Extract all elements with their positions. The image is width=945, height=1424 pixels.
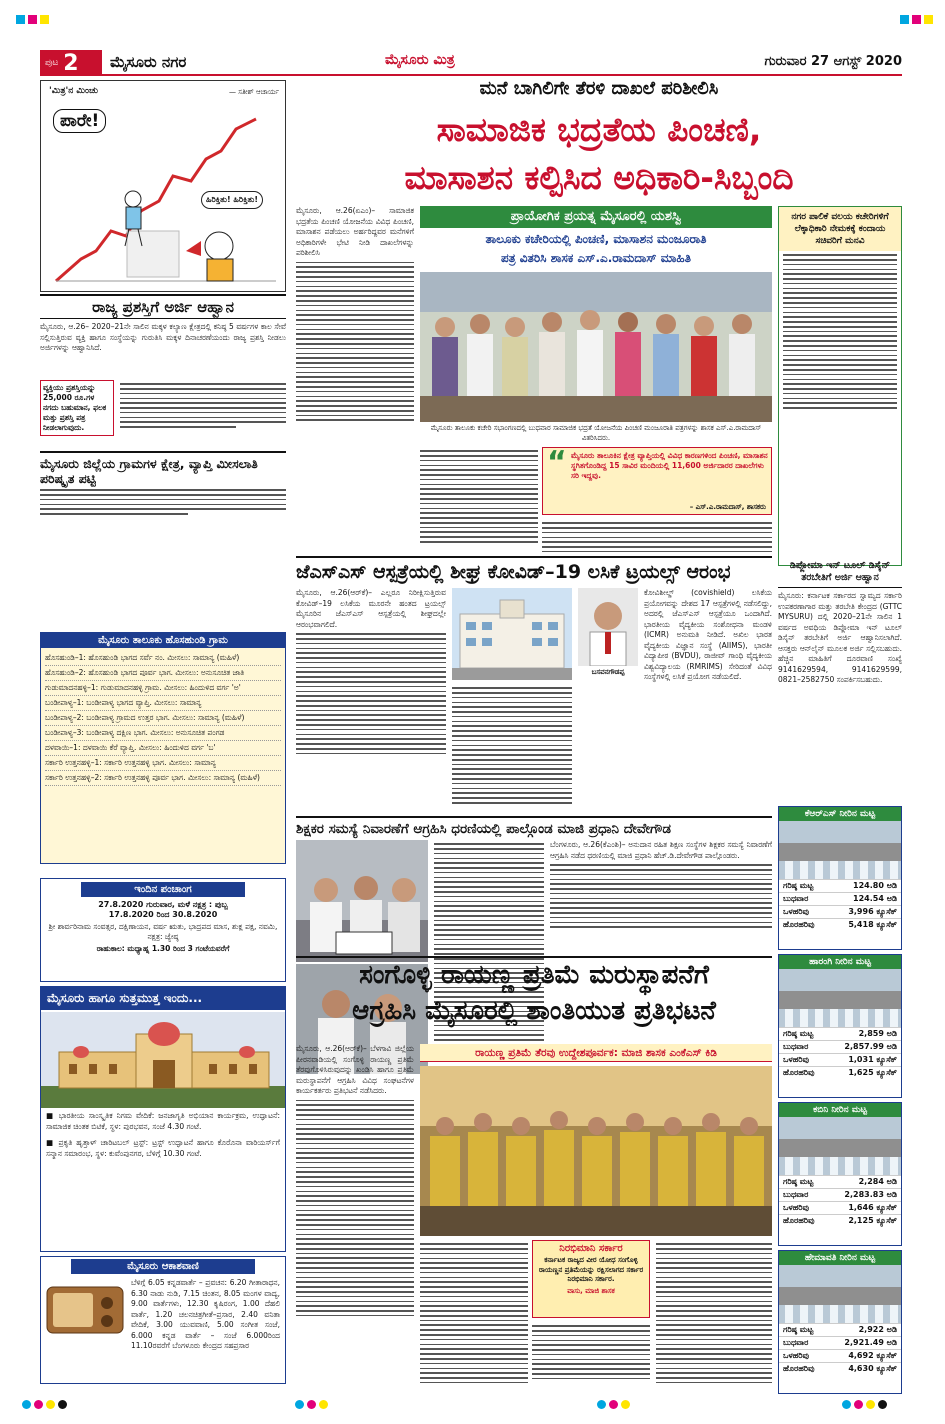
devegowda-dateline: ಬೆಂಗಳೂರು, ಆ.26(ಕೆಎಂಶಿ)– ಅನುದಾನ ರಹಿತ ಶಿಕ್ಷಣ ಸಂಸ್ಥೆಗಳ ಶಿಕ್ಷಕರ ಸಮಸ್ಯೆ ನಿವಾರಣೆಗೆ ಆಗ್ರಹಿಸಿ ನಡೆದ ಧರಣಿಯಲ್ಲಿ ಮಾಜಿ ಪ್ರಧಾನಿ ಹೆಚ್.ಡಿ.ದೇವೇಗೌಡ ಪಾಲ್ಗೊಂಡರು. bbox=[550, 840, 772, 860]
gram-intro bbox=[40, 489, 286, 515]
lead-sub-line-1: ತಾಲೂಕು ಕಚೇರಿಯಲ್ಲಿ ಪಿಂಚಣಿ, ಮಾಸಾಶನ ಮಂಜೂರಾತಿ bbox=[485, 232, 707, 246]
cartoon bbox=[40, 80, 286, 292]
radio-icon bbox=[45, 1281, 125, 1336]
panchang-line4: ರಾಹುಕಾಲ: ಮಧ್ಯಾಹ್ನ 1.30 ರಿಂದ 3 ಗಂಟೆಯವರೆಗೆ bbox=[96, 944, 230, 953]
lead-quote-author: – ಎಸ್.ಎ.ರಾಮದಾಸ್, ಶಾಸಕರು bbox=[689, 503, 766, 511]
covid-col-1 bbox=[296, 588, 446, 813]
reservoir-row bbox=[779, 1336, 901, 1349]
reservoir-row bbox=[779, 892, 901, 905]
lead-headline-2: ಮಾಸಾಶನ ಕಲ್ಪಿಸಿದ ಅಧಿಕಾರಿ-ಸಿಬ್ಬಂದಿ bbox=[404, 158, 794, 197]
lead-quote-box bbox=[542, 447, 772, 515]
reservoir-title: ಹಾರಂಗಿ ನೀರಿನ ಮಟ್ಟ bbox=[779, 955, 901, 969]
lead-sub-banner: ಪ್ರಾಯೋಗಿಕ ಪ್ರಯತ್ನ ಮೈಸೂರಲ್ಲಿ ಯಶಸ್ವಿ bbox=[420, 206, 772, 228]
rayanna-col-2 bbox=[420, 1240, 528, 1384]
rayanna-sub: ರಾಯಣ್ಣ ಪ್ರತಿಮೆ ತೆರವು ಉದ್ದೇಶಪೂರ್ವಕ: ಮಾಜಿ ಶಾಸಕ ಎಂಕೆಎಸ್ ಕಿಡಿ bbox=[420, 1044, 772, 1062]
covid-col-3 bbox=[644, 588, 772, 813]
reservoir-row-label: ಗರಿಷ್ಠ ಮಟ್ಟ bbox=[783, 1029, 814, 1038]
reservoir-row-value: 2,857.99 ಅಡಿ bbox=[844, 1042, 897, 1051]
panchang-line2: 17.8.2020 ರಿಂದ 30.8.2020 bbox=[108, 910, 218, 919]
paper-name: ಮೈಸೂರು ಮಿತ್ರ bbox=[385, 52, 455, 68]
gram-box-title: ಮೈಸೂರು ತಾಲೂಕು ಹೊಸಹುಂಡಿ ಗ್ರಾಮ bbox=[41, 633, 285, 648]
reservoir-row-label: ಒಳಹರಿವು bbox=[783, 1203, 810, 1212]
reservoir-row-label: ಬುಧವಾರ bbox=[783, 894, 809, 903]
reservoir-row-value: 1,031 ಕ್ಯೂಸೆಕ್ bbox=[848, 1055, 897, 1064]
gram-box bbox=[40, 632, 286, 864]
rayanna-box-author: ವಾಸು, ಮಾಜಿ ಶಾಸಕ bbox=[567, 1286, 615, 1295]
rajya-lead: ಮೈಸೂರು, ಆ.26– 2020–21ನೇ ಸಾಲಿನ ಮಕ್ಕಳ ಕಲ್ಯಾಣ ಕ್ಷೇತ್ರದಲ್ಲಿ ಕನಿಷ್ಠ 5 ವರ್ಷಗಳ ಕಾಲ ಸೇವೆ ಸಲ್ಲಿಸುತ್ತಿರುವ ವ್ಯಕ್ತಿ ಹಾಗೂ ಸಂಸ್ಥೆಯನ್ನು ಗುರುತಿಸಿ ಮಕ್ಕಳ ದಿನಾಚರಣೆಯಂದು ರಾಜ್ಯ ಪ್ರಶಸ್ತಿ ನೀಡಲು ಅರ್ಜಿಗಳನ್ನು ಆಹ್ವಾನಿಸಿದೆ. bbox=[40, 322, 286, 352]
reservoir-row-label: ಬುಧವಾರ bbox=[783, 1042, 809, 1051]
reservoir-row-value: 4,630 ಕ್ಯೂಸೆಕ್ bbox=[848, 1364, 897, 1373]
lead-sub-line-2: ಪತ್ರ ವಿತರಿಸಿ ಶಾಸಕ ಎಸ್.ಎ.ರಾಮದಾಸ್ ಮಾಹಿತಿ bbox=[501, 251, 691, 265]
cartoon-speech-bubble: ಹಿರಿಕ್ತಿತು! ಹಿರಿಕ್ತಿತು! bbox=[201, 191, 263, 209]
lead-col-2 bbox=[420, 447, 538, 547]
devegowda-photo bbox=[296, 840, 428, 962]
cartoon-title: 'ಮಿತ್ರ'ನ ಮಿಂಚು bbox=[49, 86, 99, 96]
reservoir-row bbox=[779, 1053, 901, 1066]
reservoir-box bbox=[778, 1102, 902, 1246]
covid-text: ಕೋವಿಶೀಲ್ಡ್ (covishield) ಲಸಿಕೆಯ ಪ್ರಯೋಗವನ್ನು ದೇಶದ 17 ಆಸ್ಪತ್ರೆಗಳಲ್ಲಿ ನಡೆಸಲಿದ್ದು, ಅದರಲ್ಲಿ ಜೆಎಸ್‌ಎಸ್ ಆಸ್ಪತ್ರೆಯೂ ಒಂದಾಗಿದೆ. ಭಾರತೀಯ ವೈದ್ಯಕೀಯ ಸಂಶೋಧನಾ ಮಂಡಳಿ (ICMR) ಅನುಮತಿ ನೀಡಿದೆ. ಅಖಿಲ ಭಾರತ ವೈದ್ಯಕೀಯ ವಿಜ್ಞಾನ ಸಂಸ್ಥೆ (AIIMS), ಭಾರತೀ ವಿದ್ಯಾಪೀಠ (BVDU), ರಾಜೀವ್ ಗಾಂಧಿ ವೈದ್ಯಕೀಯ ವಿಶ್ವವಿದ್ಯಾಲಯ (RMRIMS) ಸೇರಿದಂತೆ ವಿವಿಧ ಸಂಸ್ಥೆಗಳಲ್ಲಿ ಲಸಿಕೆ ಪ್ರಯೋಗ ನಡೆಯಲಿದೆ. bbox=[644, 588, 772, 681]
reservoir-row-label: ಹೊರಹರಿವು bbox=[783, 1364, 815, 1373]
diploma-text: ಮೈಸೂರು: ಕರ್ನಾಟಕ ಸರ್ಕಾರದ ಸ್ವಾಮ್ಯದ ಸರ್ಕಾರಿ ಉಪಕರಣಾಗಾರ ಮತ್ತು ತರಬೇತಿ ಕೇಂದ್ರದ (GTTC MYSURU) ದಲ್ಲಿ 2020–21ನೇ ಸಾಲಿನ 1 ವರ್ಷದ ಅವಧಿಯ ಡಿಪ್ಲೋಮಾ ಇನ್ ಟೂಲ್ ಡಿಸೈನ್ ತರಬೇತಿಗೆ ಅರ್ಜಿ ಆಹ್ವಾನಿಸಲಾಗಿದೆ. ಆಸಕ್ತರು ಆನ್‌ಲೈನ್ ಮೂಲಕ ಅರ್ಜಿ ಸಲ್ಲಿಸಬಹುದು. ಹೆಚ್ಚಿನ ಮಾಹಿತಿಗೆ ದೂರವಾಣಿ ಸಂಖ್ಯೆ 9141629594, 9141629599, 0821–2582750 ಸಂಪರ್ಕಿಸಬಹುದು. bbox=[778, 591, 902, 684]
diploma-box bbox=[778, 560, 902, 802]
reservoir-row-label: ಗರಿಷ್ಠ ಮಟ್ಟ bbox=[783, 1325, 814, 1334]
rayanna-col-3 bbox=[532, 1322, 650, 1384]
rayanna-col-4 bbox=[656, 1240, 772, 1384]
reservoir-row-value: 124.54 ಅಡಿ bbox=[853, 894, 897, 903]
lead-col-1 bbox=[296, 206, 414, 566]
gram-list bbox=[41, 648, 285, 789]
rayanna-box bbox=[532, 1240, 650, 1318]
rayanna-col-1 bbox=[296, 1044, 414, 1384]
reservoir-row bbox=[779, 1214, 901, 1227]
reservoir-row bbox=[779, 1040, 901, 1053]
lead-col-3 bbox=[542, 519, 772, 559]
reservoir-row-label: ಒಳಹರಿವು bbox=[783, 907, 810, 916]
covid-col-2 bbox=[452, 684, 572, 814]
jss-hospital-photo bbox=[452, 588, 572, 680]
reservoir-row bbox=[779, 1175, 901, 1188]
reservoir-row-value: 1,625 ಕ್ಯೂಸೆಕ್ bbox=[848, 1068, 897, 1077]
rayanna-dateline: ಮೈಸೂರು, ಆ.26(ಆರ್‌ಕೆ)– ಬೆಳಗಾವಿ ಜಿಲ್ಲೆಯ ಪೀರನವಾಡಿಯಲ್ಲಿ ಸಂಗೊಳ್ಳಿ ರಾಯಣ್ಣ ಪ್ರತಿಮೆ ತೆರವುಗೊಳಿಸಿರುವುದನ್ನು ಖಂಡಿಸಿ ಹಾಗೂ ಪ್ರತಿಮೆ ಮರುಸ್ಥಾಪನೆಗೆ ಆಗ್ರಹಿಸಿ ವಿವಿಧ ಸಂಘಟನೆಗಳ ಕಾರ್ಯಕರ್ತರು ಪ್ರತಿಭಟನೆ ನಡೆಸಿದರು. bbox=[296, 1044, 414, 1095]
reservoir-title: ಹೇಮಾವತಿ ನೀರಿನ ಮಟ್ಟ bbox=[779, 1251, 901, 1265]
rajya-article bbox=[40, 294, 286, 448]
reservoir-row bbox=[779, 1027, 901, 1040]
rayanna-headline-1: ಸಂಗೊಳ್ಳಿ ರಾಯಣ್ಣ ಪ್ರತಿಮೆ ಮರುಸ್ಥಾಪನೆಗೆ bbox=[296, 956, 772, 991]
side-box-title: ನಗರ ಪಾಲಿಕೆ ವಲಯ ಕಚೇರಿಗಳಿಗೆ ಲೆಕ್ಕಾಧಿಕಾರಿ ನೇಮಕಕ್ಕೆ ಕಂದಾಯ ಸಚಿವರಿಗೆ ಮನವಿ bbox=[779, 207, 901, 251]
reservoir-row bbox=[779, 1362, 901, 1375]
reservoir-title: ಕೆಆರ್‌ಎಸ್ ನೀರಿನ ಮಟ್ಟ bbox=[779, 807, 901, 821]
reservoir-row-value: 2,284 ಅಡಿ bbox=[858, 1177, 897, 1186]
reservoir-row bbox=[779, 879, 901, 892]
dam-photo bbox=[779, 1117, 902, 1175]
rajya-highlight: ವ್ಯಕ್ತಿಯು ಪ್ರಶಸ್ತಿಯನ್ನು 25,000 ರೂ.ಗಳ ನಗದು ಬಹುಮಾನ, ಫಲಕ ಮತ್ತು ಪ್ರಶಸ್ತಿ ಪತ್ರ ನೀಡಲಾಗುವುದು. bbox=[40, 380, 114, 436]
radio-text: ಬೆಳಿಗ್ಗೆ 6.05 ಕನ್ನಡವಾರ್ತೆ – ಪ್ರವಚನ: 6.20 ಗೀತಾರಾಧನ, 6.30 ನಾಡು ನುಡಿ, 7.15 ಚಿಂತನ, 8.05 ಮಂಗಳ ವಾದ್ಯ, 9.00 ವಾರ್ತೆಗಳು, 12.30 ಕೃಷಿರಂಗ, 1.00 ದೆಹಲಿ ವಾರ್ತೆ, 1.20 ಚಲನಚಿತ್ರಗೀತೆ–ಪ್ರಸಾರ, 2.40 ವನಿತಾ ವೇದಿಕೆ, 3.00 ಯುವವಾಣಿ, 5.00 ಸಂಗೀತ ಸಂಜೆ, 6.000 ಕನ್ನಡ ವಾರ್ತೆ – ಸಂಜೆ 6.000ರಿಂದ 11.10ರವರೆಗೆ ಬೆಂಗಳೂರು ಕೇಂದ್ರದ ಸಹಪ್ರಸಾರ bbox=[131, 1278, 280, 1350]
gram-entry: ದಳವಾಯಿ–1: ದಳವಾಯಿ ಕೆರೆ ವ್ಯಾಪ್ತಿ. ಮೀಸಲು: ಹಿಂದುಳಿದ ವರ್ಗ 'ಬ' bbox=[45, 741, 281, 756]
gram-entry: ಬಂಡೀಪಾಳ್ಯ–2: ಬಂಡೀಪಾಳ್ಯ ಗ್ರಾಮದ ಉತ್ತರ ಭಾಗ. ಮೀಸಲು: ಸಾಮಾನ್ಯ (ಮಹಿಳೆ) bbox=[45, 711, 281, 726]
reservoir-row-value: 2,921.49 ಅಡಿ bbox=[844, 1338, 897, 1347]
reservoir-row-value: 4,692 ಕ್ಯೂಸೆಕ್ bbox=[848, 1351, 897, 1360]
gram-entry: ಹೊಸಹುಂಡಿ–2: ಹೊಸಹುಂಡಿ ಭಾಗದ ಪೂರ್ವ ಭಾಗ. ಮೀಸಲು: ಅನುಸೂಚಿತ ಜಾತಿ bbox=[45, 666, 281, 681]
reservoir-row bbox=[779, 1349, 901, 1362]
page-label: ಪುಟ bbox=[45, 58, 59, 68]
rayanna-box-title: ನಿರಭಿಮಾನಿ ಸರ್ಕಾರ bbox=[559, 1243, 623, 1254]
gram-entry: ಬಂಡೀಪಾಳ್ಯ–3: ಬಂಡೀಪಾಳ್ಯ ದಕ್ಷಿಣ ಭಾಗ. ಮೀಸಲು: ಅನುಸೂಚಿತ ಪಂಗಡ bbox=[45, 726, 281, 741]
reservoir-row-label: ಒಳಹರಿವು bbox=[783, 1055, 810, 1064]
issue-date: ಗುರುವಾರ 27 ಆಗಸ್ಟ್ 2020 bbox=[764, 54, 902, 69]
lead-quote-text: ಮೈಸೂರು ತಾಲೂಕಿನ ಕ್ಷೇತ್ರ ವ್ಯಾಪ್ತಿಯಲ್ಲಿ ವಿವಿಧ ಕಾರಣಗಳಿಂದ ಪಿಂಚಣಿ, ಮಾಸಾಶನ ಸ್ಥಗಿತಗೊಂಡಿದ್ದ 15 ಸಾವಿರ ಮಂದಿಯಲ್ಲಿ 11,600 ಅರ್ಜಿದಾರರ ದಾಖಲೆಗಳು ಸರಿ ಇದ್ದವು. bbox=[571, 451, 768, 480]
panchang-line3: ಶ್ರೀ ಶಾರ್ವರಿನಾಮ ಸಂವತ್ಸರ, ದಕ್ಷಿಣಾಯನ, ವರ್ಷ ಋತು, ಭಾದ್ರಪದ ಮಾಸ, ಶುಕ್ಲ ಪಕ್ಷ, ನವಮಿ, ನಕ್ಷತ್ರ: ಜ್ಯೇಷ್ಠ bbox=[48, 922, 278, 941]
covid-headline: ಜೆಎಸ್‌ಎಸ್ ಆಸ್ಪತ್ರೆಯಲ್ಲಿ ಶೀಘ್ರ ಕೋವಿಡ್–19 ಲಸಿಕೆ ಟ್ರಯಲ್ಸ್ ಆರಂಭ bbox=[296, 556, 772, 583]
gram-entry: ಹೊಸಹುಂಡಿ–1: ಹೊಸಹುಂಡಿ ಭಾಗದ ಸರ್ವೆ ನಂ. ಮೀಸಲು: ಸಾಮಾನ್ಯ (ಮಹಿಳೆ) bbox=[45, 651, 281, 666]
reservoir-row-label: ಹೊರಹರಿವು bbox=[783, 1216, 815, 1225]
devegowda-col-2 bbox=[550, 840, 772, 952]
side-box bbox=[778, 206, 902, 566]
reservoir-title: ಕಬಿನಿ ನೀರಿನ ಮಟ್ಟ bbox=[779, 1103, 901, 1117]
rayanna-box-text: ಕರ್ನಾಟಕ ರಾಜ್ಯದ ವೀರ ಯೋಧ ಸಂಗೊಳ್ಳಿ ರಾಯಣ್ಣನ ಪ್ರತಿಮೆಯನ್ನು ರಕ್ಷಿಸಲಾಗದ ಸರ್ಕಾರ ನಿರಭಿಮಾನಿ ಸರ್ಕಾರ. bbox=[538, 1256, 644, 1283]
lead-headline-1: ಸಾಮಾಜಿಕ ಭದ್ರತೆಯ ಪಿಂಚಣಿ, bbox=[436, 110, 762, 149]
gram-headline: ಮೈಸೂರು ಜಿಲ್ಲೆಯ ಗ್ರಾಮಗಳ ಕ್ಷೇತ್ರ, ವ್ಯಾಪ್ತಿ ಮೀಸಲಾತಿ ಪರಿಷ್ಕೃತ ಪಟ್ಟಿ bbox=[40, 451, 286, 486]
reservoir-row-value: 3,996 ಕ್ಯೂಸೆಕ್ bbox=[848, 907, 897, 916]
dam-photo bbox=[779, 1265, 902, 1323]
reservoir-row-label: ಬುಧವಾರ bbox=[783, 1190, 809, 1199]
dam-photo bbox=[779, 969, 902, 1027]
reservoir-row bbox=[779, 1188, 901, 1201]
quote-mark-icon: “ bbox=[547, 445, 567, 480]
devegowda-headline: ಶಿಕ್ಷಕರ ಸಮಸ್ಯೆ ನಿವಾರಣೆಗೆ ಆಗ್ರಹಿಸಿ ಧರಣಿಯಲ್ಲಿ ಪಾಲ್ಗೊಂಡ ಮಾಜಿ ಪ್ರಧಾನಿ ದೇವೇಗೌಡ bbox=[296, 816, 772, 837]
dam-photo bbox=[779, 821, 902, 879]
lead-photo-caption: ಮೈಸೂರು ತಾಲೂಕು ಕಚೇರಿ ಸಭಾಂಗಣದಲ್ಲಿ ಬುಧವಾರ ಸಾಮಾಜಿಕ ಭದ್ರತೆ ಯೋಜನೆಯ ಪಿಂಚಣಿ ಮಂಜೂರಾತಿ ಪತ್ರಗಳನ್ನು ಶಾಸಕ ಎಸ್.ಎ.ರಾಮದಾಸ್ ವಿತರಿಸಿದರು. bbox=[430, 424, 762, 442]
lead-kicker: ಮನೆ ಬಾಗಿಲಿಗೇ ತೆರಳಿ ದಾಖಲೆ ಪರಿಶೀಲಿಸಿ bbox=[479, 78, 719, 99]
panchang-line1: 27.8.2020 ಗುರುವಾರ, ಮಳೆ ನಕ್ಷತ್ರ : ಪುಬ್ಬ bbox=[98, 900, 228, 909]
cartoon-drawing bbox=[41, 81, 287, 293]
reservoir-row-value: 2,125 ಕ್ಯೂಸೆಕ್ bbox=[848, 1216, 897, 1225]
rayanna-photo bbox=[420, 1066, 772, 1236]
reservoir-row-label: ಹೊರಹರಿವು bbox=[783, 1068, 815, 1077]
gram-article bbox=[40, 451, 286, 518]
reservoir-column bbox=[778, 806, 902, 1398]
panchang-title: ಇಂದಿನ ಪಂಚಾಂಗ bbox=[81, 882, 245, 897]
rajya-headline: ರಾಜ್ಯ ಪ್ರಶಸ್ತಿಗೆ ಅರ್ಜಿ ಆಹ್ವಾನ bbox=[40, 294, 286, 319]
covid-dateline: ಮೈಸೂರು, ಆ.26(ಆರ್‌ಕೆ)– ಎಲ್ಲರೂ ನಿರೀಕ್ಷಿಸುತ್ತಿರುವ ಕೋವಿಡ್–19 ಲಸಿಕೆಯ ಮೂರನೇ ಹಂತದ ಟ್ರಯಲ್ಸ್ ಮೈಸೂರಿನ ಜೆಎಸ್‌ಎಸ್ ಆಸ್ಪತ್ರೆಯಲ್ಲಿ ಶೀಘ್ರದಲ್ಲೇ ಆರಂಭವಾಗಲಿದೆ. bbox=[296, 588, 446, 629]
doctor-name: ಬಸವನಗೌಡಪ್ಪ bbox=[591, 668, 625, 676]
reservoir-row bbox=[779, 918, 901, 931]
reservoir-row bbox=[779, 1323, 901, 1336]
reservoir-row bbox=[779, 1066, 901, 1079]
panchang bbox=[40, 878, 286, 982]
cartoon-author: — ಸತೀಶ್ ಆಚಾರ್ಯ bbox=[229, 88, 279, 96]
reservoir-row-label: ಗರಿಷ್ಠ ಮಟ್ಟ bbox=[783, 881, 814, 890]
rayanna-headline-2: ಆಗ್ರಹಿಸಿ ಮೈಸೂರಲ್ಲಿ ಶಾಂತಿಯುತ ಪ್ರತಿಭಟನೆ bbox=[352, 996, 716, 1026]
reservoir-row-value: 1,646 ಕ್ಯೂಸೆಕ್ bbox=[848, 1203, 897, 1212]
reservoir-box bbox=[778, 806, 902, 950]
reservoir-box bbox=[778, 954, 902, 1098]
reservoir-row-value: 5,418 ಕ್ಯೂಸೆಕ್ bbox=[848, 920, 897, 929]
reservoir-row-label: ಗರಿಷ್ಠ ಮಟ್ಟ bbox=[783, 1177, 814, 1186]
rajya-body bbox=[120, 380, 286, 431]
reservoir-row-value: 2,859 ಅಡಿ bbox=[858, 1029, 897, 1038]
gram-entry: ಸರ್ಕಾರಿ ಉತ್ತನಹಳ್ಳಿ–1: ಸರ್ಕಾರಿ ಉತ್ತನಹಳ್ಳಿ ಭಾಗ. ಮೀಸಲು: ಸಾಮಾನ್ಯ bbox=[45, 756, 281, 771]
radio-box bbox=[40, 1256, 286, 1384]
reservoir-row-value: 2,922 ಅಡಿ bbox=[858, 1325, 897, 1334]
lead-dateline: ಮೈಸೂರು, ಆ.26(ಏಎಂ)– ಸಾಮಾಜಿಕ ಭದ್ರತೆಯ ಪಿಂಚಣಿ ಯೋಜನೆಯ ವಿವಿಧ ಪಿಂಚಣಿ, ಮಾಸಾಶನ ಪಡೆಯಲು ಅರ್ಹರಿದ್ದವರ ಮನೆಗಳಿಗೆ ಅಧಿಕಾರಿಗಳೇ ಭೇಟಿ ನೀಡಿ ದಾಖಲೆಗಳನ್ನು ಪರಿಶೀಲಿಸಿ bbox=[296, 206, 414, 257]
masthead bbox=[40, 50, 902, 76]
radio-title: ಮೈಸೂರು ಆಕಾಶವಾಣಿ bbox=[71, 1259, 255, 1274]
reservoir-row bbox=[779, 1201, 901, 1214]
section-title: ಮೈಸೂರು ನಗರ bbox=[110, 53, 187, 71]
reservoir-row-label: ಬುಧವಾರ bbox=[783, 1338, 809, 1347]
gram-entry: ಗುಡುಮಾದನಹಳ್ಳಿ–1: ಗುಡುಮಾದನಹಳ್ಳಿ ಗ್ರಾಮ. ಮೀಸಲು: ಹಿಂದುಳಿದ ವರ್ಗ 'ಅ' bbox=[45, 681, 281, 696]
devegowda-col-1 bbox=[434, 840, 544, 1070]
gram-entry: ಸರ್ಕಾರಿ ಉತ್ತನಹಳ್ಳಿ–2: ಸರ್ಕಾರಿ ಉತ್ತನಹಳ್ಳಿ ಪೂರ್ವ ಭಾಗ. ಮೀಸಲು: ಸಾಮಾನ್ಯ (ಮಹಿಳೆ) bbox=[45, 771, 281, 786]
reservoir-row-label: ಒಳಹರಿವು bbox=[783, 1351, 810, 1360]
cartoon-label: ಪಾರೇ! bbox=[53, 109, 106, 133]
reservoir-box bbox=[778, 1250, 902, 1394]
page-number: 2 bbox=[63, 50, 79, 76]
doctor-portrait bbox=[578, 588, 638, 666]
reservoir-row-value: 2,283.83 ಅಡಿ bbox=[844, 1190, 897, 1199]
page-number-badge bbox=[40, 50, 102, 76]
lead-photo bbox=[420, 272, 772, 422]
gram-entry: ಬಂಡೀಪಾಳ್ಯ–1: ಬಂಡೀಪಾಳ್ಯ ಭಾಗದ ವ್ಯಾಪ್ತಿ. ಮೀಸಲು: ಸಾಮಾನ್ಯ bbox=[45, 696, 281, 711]
today-box bbox=[40, 986, 286, 1252]
today-item-2: ■ ಪ್ರಕೃತಿ ಹೃತ್ತಾಳ್ ಚಾರಿಟಬಲ್ ಟ್ರಸ್ಟ್: ಟ್ರಸ್ಟ್ ಉದ್ಘಾಟನೆ ಹಾಗೂ ಕೊರೊನಾ ವಾರಿಯರ್ಸ್‌ಗೆ ಸನ್ಮಾನ ಸಮಾರಂಭ, ಸ್ಥಳ: ಕುವೆಂಪುನಗರ, ಬೆಳಿಗ್ಗೆ 10.30 ಗಂಟೆ. bbox=[46, 1138, 280, 1158]
reservoir-row-label: ಹೊರಹರಿವು bbox=[783, 920, 815, 929]
today-item-1: ■ ಭಾರತೀಯ ಸಾಂಸ್ಕೃತಿಕ ನಿಗಮ ವೇದಿಕೆ: ಜನಜಾಗೃತಿ ಅಭಿಯಾನ ಕಾರ್ಯಕ್ರಮ, ಉದ್ಘಾಟನೆ: ಸಾಮಾಜಿಕ ಚಿಂತಕ ಬಿಟಿಕೆ, ಸ್ಥಳ: ಪುರಭವನ, ಸಂಜೆ 4.30 ಗಂಟೆ. bbox=[46, 1111, 280, 1131]
palace-photo bbox=[41, 1012, 286, 1108]
diploma-headline: ಡಿಪ್ಲೋಮಾ ಇನ್ ಟೂಲ್ ಡಿಸೈನ್ ತರಬೇತಿಗೆ ಅರ್ಜಿ ಆಹ್ವಾನ bbox=[778, 560, 902, 588]
today-title: ಮೈಸೂರು ಹಾಗೂ ಸುತ್ತಮುತ್ತ ಇಂದು... bbox=[41, 987, 285, 1010]
reservoir-row-value: 124.80 ಅಡಿ bbox=[853, 881, 897, 890]
reservoir-row bbox=[779, 905, 901, 918]
